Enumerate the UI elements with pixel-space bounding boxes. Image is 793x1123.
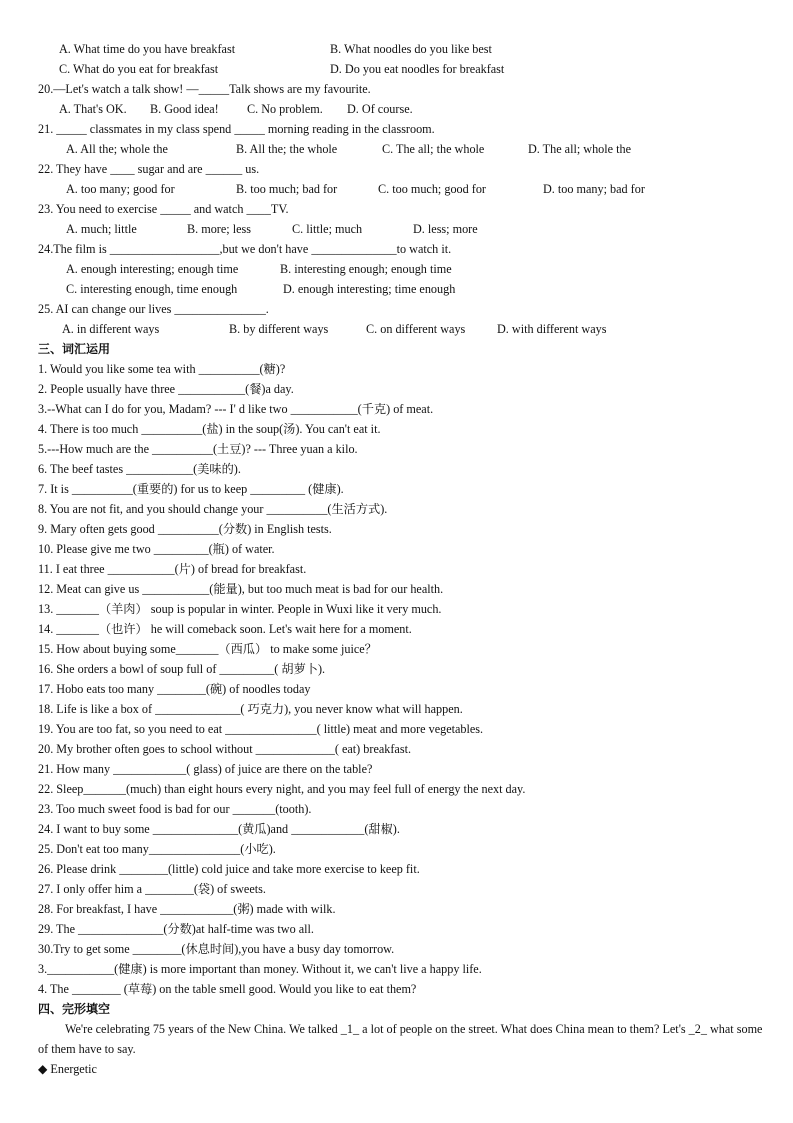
option: D. less; more <box>413 222 478 236</box>
vocab-item: 9. Mary often gets good __________(分数) in English tests. <box>38 522 332 536</box>
vocab-item: 2. People usually have three ___________(餐)a day. <box>38 382 294 396</box>
option: C. too much; good for <box>378 182 486 196</box>
vocab-item: 4. The ________ (草莓) on the table smell good. Would you like to eat them? <box>38 982 417 996</box>
option: C. No problem. <box>247 102 323 116</box>
vocab-item: 11. I eat three ___________(片) of bread for breakfast. <box>38 562 307 576</box>
option: C. interesting enough, time enough <box>66 282 238 296</box>
vocab-item: 18. Life is like a box of ______________( 巧克力), you never know what will happen. <box>38 702 463 716</box>
option: D. with different ways <box>497 322 607 336</box>
cloze-subheading: ◆ Energetic <box>38 1062 97 1076</box>
vocab-item: 28. For breakfast, I have ____________(粥) made with wilk. <box>38 902 336 916</box>
option: B. more; less <box>187 222 251 236</box>
vocab-item: 16. She orders a bowl of soup full of _________( 胡萝卜). <box>38 662 326 676</box>
vocab-item: 8. You are not fit, and you should change your __________(生活方式). <box>38 502 388 516</box>
vocab-item: 30.Try to get some ________(休息时间),you have a busy day tomorrow. <box>38 942 395 956</box>
option: A. All the; whole the <box>66 142 168 156</box>
vocab-item: 3.___________(健康) is more important than money. Without it, we can't live a happy life. <box>38 962 482 976</box>
vocab-item: 1. Would you like some tea with __________(糖)? <box>38 362 286 376</box>
option: A. That's OK. <box>59 102 127 116</box>
section-heading-cloze: 四、完形填空 <box>38 1002 111 1016</box>
vocab-item: 24. I want to buy some ______________(黄瓜)and ____________(甜椒). <box>38 822 400 836</box>
cloze-paragraph: We're celebrating 75 years of the New China. We talked _1_ a lot of people on the street. What does China mean to them? Let's _2_ what some of them have to say. <box>38 1022 763 1056</box>
option: C. on different ways <box>366 322 466 336</box>
q19-option-d: D. Do you eat noodles for breakfast <box>330 62 505 76</box>
q19-option-a: A. What time do you have breakfast <box>59 42 236 56</box>
option: D. enough interesting; time enough <box>283 282 456 296</box>
vocab-item: 4. There is too much __________(盐) in the soup(汤). You can't eat it. <box>38 422 381 436</box>
vocab-item: 3.--What can I do for you, Madam? --- I' d like two ___________(千克) of meat. <box>38 402 434 416</box>
option: A. in different ways <box>62 322 160 336</box>
vocab-item: 7. It is __________(重要的) for us to keep _________ (健康). <box>38 482 344 496</box>
option: B. interesting enough; enough time <box>280 262 452 276</box>
option: A. much; little <box>66 222 137 236</box>
option: C. little; much <box>292 222 363 236</box>
question-stem: 24.The film is __________________,but we don't have ______________to watch it. <box>38 242 452 256</box>
vocab-item: 27. I only offer him a ________(袋) of sweets. <box>38 882 266 896</box>
vocab-item: 6. The beef tastes ___________(美味的). <box>38 462 241 476</box>
vocab-item: 26. Please drink ________(little) cold juice and take more exercise to keep fit. <box>38 862 420 876</box>
question-stem: 23. You need to exercise _____ and watch ____TV. <box>38 202 289 216</box>
question-stem: 22. They have ____ sugar and are ______ us. <box>38 162 260 176</box>
vocab-item: 25. Don't eat too many_______________(小吃). <box>38 842 276 856</box>
vocab-item: 12. Meat can give us ___________(能量), but too much meat is bad for our health. <box>38 582 444 596</box>
vocab-item: 21. How many ____________( glass) of juice are there on the table? <box>38 762 373 776</box>
vocab-item: 29. The ______________(分数)at half-time was two all. <box>38 922 314 936</box>
vocab-item: 14. _______（也许） he will comeback soon. Let's wait here for a moment. <box>38 622 412 636</box>
q19-option-b: B. What noodles do you like best <box>330 42 492 56</box>
section-heading-vocab: 三、词汇运用 <box>38 342 111 356</box>
option: D. too many; bad for <box>543 182 645 196</box>
vocab-item: 19. You are too fat, so you need to eat _______________( little) meat and more vegetables. <box>38 722 484 736</box>
option: B. All the; the whole <box>236 142 338 156</box>
vocab-item: 17. Hobo eats too many ________(碗) of noodles today <box>38 682 311 696</box>
vocab-item: 23. Too much sweet food is bad for our _______(tooth). <box>38 802 312 816</box>
option: D. Of course. <box>347 102 413 116</box>
option: A. too many; good for <box>66 182 175 196</box>
vocab-item: 15. How about buying some_______（西瓜） to make some juice？ <box>38 642 377 656</box>
option: B. Good idea! <box>150 102 219 116</box>
option: D. The all; whole the <box>528 142 632 156</box>
option: C. The all; the whole <box>382 142 485 156</box>
option: A. enough interesting; enough time <box>66 262 239 276</box>
vocab-item: 13. _______（羊肉） soup is popular in winter. People in Wuxi like it very much. <box>38 602 442 616</box>
vocab-item: 10. Please give me two _________(瓶) of water. <box>38 542 275 556</box>
option: B. too much; bad for <box>236 182 338 196</box>
vocab-item: 22. Sleep_______(much) than eight hours every night, and you may feel full of energy the next day. <box>38 782 526 796</box>
question-stem: 20.—Let's watch a talk show! —_____Talk shows are my favourite. <box>38 82 371 96</box>
q19-option-c: C. What do you eat for breakfast <box>59 62 219 76</box>
vocab-item: 5.---How much are the __________(土豆)? --- Three yuan a kilo. <box>38 442 358 456</box>
option: B. by different ways <box>229 322 329 336</box>
question-stem: 21. _____ classmates in my class spend _____ morning reading in the classroom. <box>38 122 435 136</box>
vocab-item: 20. My brother often goes to school without _____________( eat) breakfast. <box>38 742 411 756</box>
question-stem: 25. AI can change our lives _______________. <box>38 302 269 316</box>
